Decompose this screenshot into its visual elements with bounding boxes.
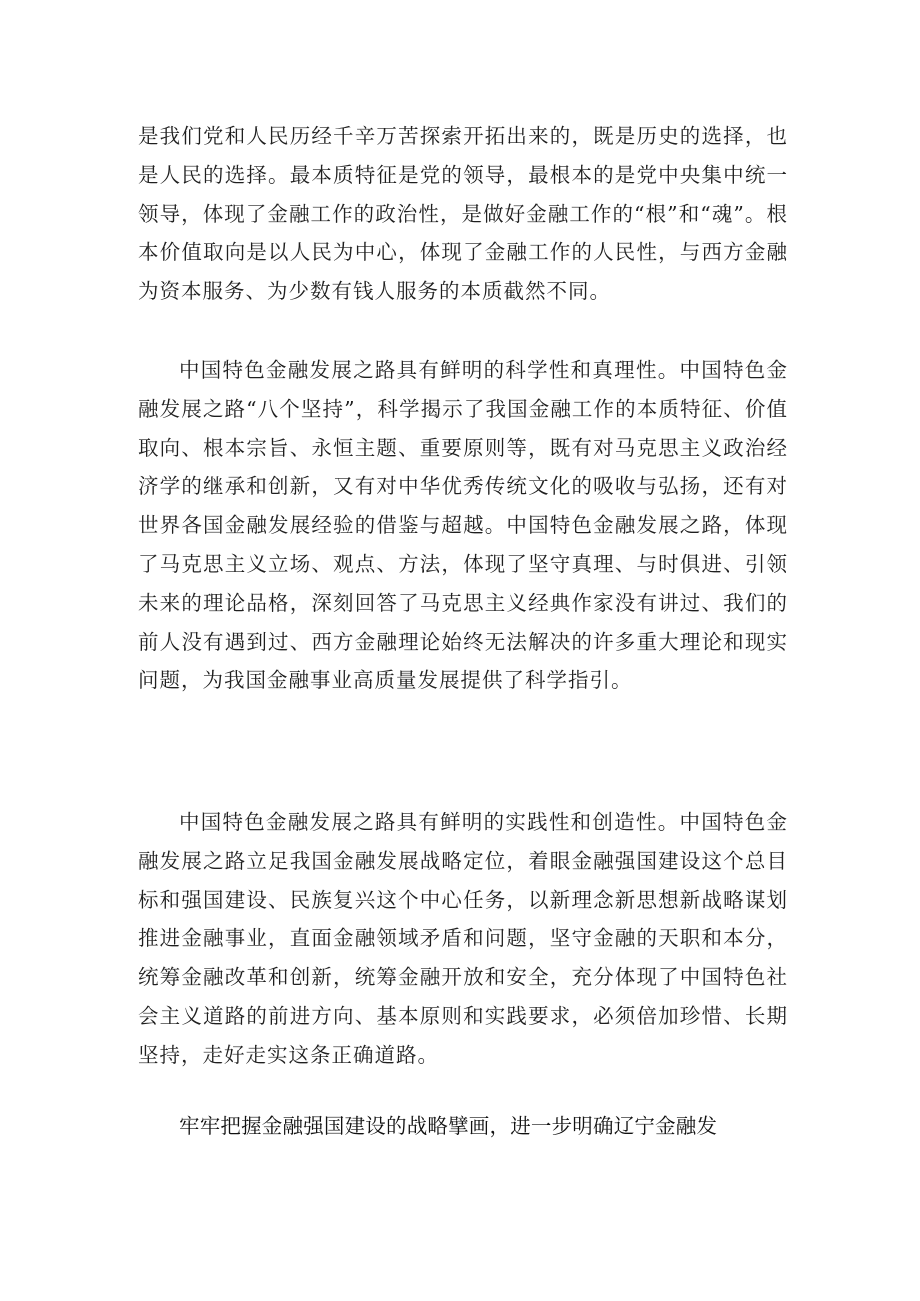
section-heading: 牢牢把握金融强国建设的战略擘画，进一步明确辽宁金融发 (179, 1114, 718, 1138)
paragraph-practice-creativity: 中国特色金融发展之路具有鲜明的实践性和创造性。中国特色金融发展之路立足我国金融发展战略定位，着眼金融强国建设这个总目标和强国建设、民族复兴这个中心任务，以新理念新思想新战略谋划推进金融事业，直面金融领域矛盾和问题，坚守金融的天职和本分，统筹金融改革和创新，统筹金融开放和安全，充分体现了中国特色社会主义道路的前进方向、基本原则和实践要求，必须倍加珍惜、长期坚持，走好走实这条正确道路。 (138, 810, 788, 1067)
paragraph-scientific-truth: 中国特色金融发展之路具有鲜明的科学性和真理性。中国特色金融发展之路“八个坚持”，科学揭示了我国金融工作的本质特征、价值取向、根本宗旨、永恒主题、重要原则等，既有对马克思主义政治经济学的继承和创新，又有对中华优秀传统文化的吸收与弘扬，还有对世界各国金融发展经验的借鉴与超越。中国特色金融发展之路，体现了马克思主义立场、观点、方法，体现了坚守真理、与时俱进、引领未来的理论品格，深刻回答了马克思主义经典作家没有讲过、我们的前人没有遇到过、西方金融理论始终无法解决的许多重大理论和现实问题，为我国金融事业高质量发展提供了科学指引。 (138, 358, 788, 693)
paragraph-continuation: 是我们党和人民历经千辛万苦探索开拓出来的，既是历史的选择，也是人民的选择。最本质特征是党的领导，最根本的是党中央集中统一领导，体现了金融工作的政治性，是做好金融工作的“根”和“魂”。根本价值取向是以人民为中心，体现了金融工作的人民性，与西方金融为资本服务、为少数有钱人服务的本质截然不同。 (138, 124, 788, 304)
